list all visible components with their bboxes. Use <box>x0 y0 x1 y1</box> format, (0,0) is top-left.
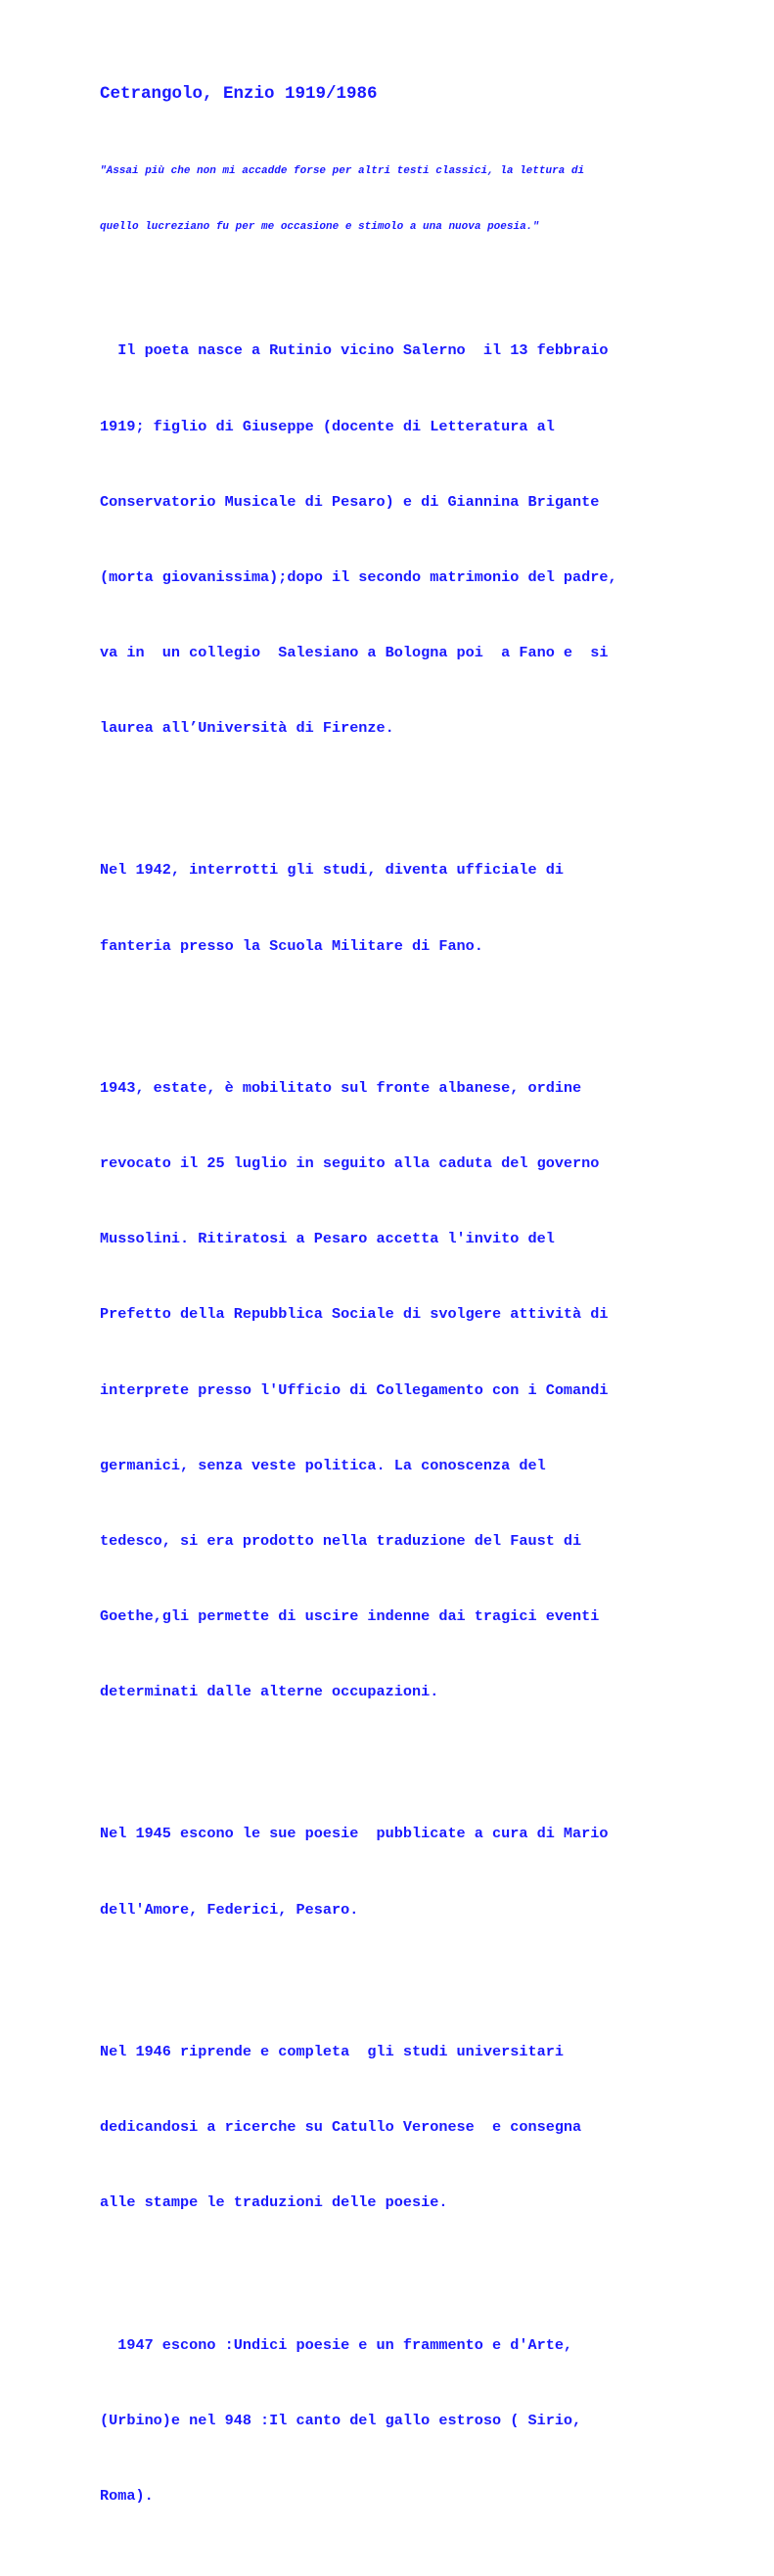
document-title: Cetrangolo, Enzio 1919/1986 <box>100 84 378 104</box>
paragraph-birth <box>100 289 706 791</box>
text-line: (morta giovanissima);dopo il secondo matrimonio del padre, <box>100 567 617 586</box>
text-line: interprete presso l'Ufficio di Collegamento con i Comandi <box>100 1380 609 1399</box>
paragraph-1943 <box>100 1026 706 1755</box>
text-line: alle stampe le traduzioni delle poesie. <box>100 2193 448 2212</box>
text-line: germanici, senza veste politica. La conoscenza del <box>100 1456 546 1474</box>
text-line: dedicandosi a ricerche su Catullo Veronese e consegna <box>100 2118 582 2137</box>
paragraph-1946 <box>100 1990 706 2267</box>
text-line: 1919; figlio di Giuseppe (docente di Letteratura al <box>100 417 555 435</box>
text-line: Nel 1942, interrotti gli studi, diventa ufficiale di <box>100 861 564 880</box>
text-line: dell'Amore, Federici, Pesaro. <box>100 1900 359 1919</box>
text-line: determinati dalle alterne occupazioni. <box>100 1682 439 1700</box>
text-line: Mussolini. Ritiratosi a Pesaro accetta l'invito del <box>100 1230 555 1248</box>
text-line: tedesco, si era prodotto nella traduzione del Faust di <box>100 1531 582 1550</box>
quote-line: "Assai più che non mi accadde forse per altri testi classici, la lettura di <box>100 165 585 177</box>
text-line: Conservatorio Musicale di Pesaro) e di Giannina Brigante <box>100 492 600 511</box>
text-line: revocato il 25 luglio in seguito alla caduta del governo <box>100 1154 600 1173</box>
text-line: Nel 1946 riprende e completa gli studi universitari <box>100 2043 564 2061</box>
text-line: Nel 1945 escono le sue poesie pubblicate a cura di Mario <box>100 1825 609 1843</box>
text-line: Prefetto della Repubblica Sociale di svolgere attività di <box>100 1305 609 1324</box>
text-line: laurea all’Università di Firenze. <box>100 718 394 737</box>
paragraph-1947 <box>100 2282 706 2559</box>
text-line: Goethe,gli permette di uscire indenne dai tragici eventi <box>100 1606 600 1625</box>
text-line: va in un collegio Salesiano a Bologna poi a Fano e si <box>100 643 609 661</box>
text-line: Il poeta nasce a Rutinio vicino Salerno il 13 febbraio <box>100 341 609 360</box>
document-body <box>100 82 706 2576</box>
paragraph-1945 <box>100 1772 706 1973</box>
text-line: Roma). <box>100 2487 154 2506</box>
paragraph-1942 <box>100 808 706 1010</box>
text-line: (Urbino)e nel 948 :Il canto del gallo estroso ( Sirio, <box>100 2411 582 2429</box>
epigraph-quote <box>100 125 706 274</box>
text-line: 1947 escono :Undici poesie e un frammento e d'Arte, <box>100 2335 573 2354</box>
text-line: fanteria presso la Scuola Militare di Fano. <box>100 936 483 955</box>
quote-line: quello lucreziano fu per me occasione e stimolo a una nuova poesia." <box>100 221 539 233</box>
text-line: 1943, estate, è mobilitato sul fronte albanese, ordine <box>100 1079 582 1098</box>
